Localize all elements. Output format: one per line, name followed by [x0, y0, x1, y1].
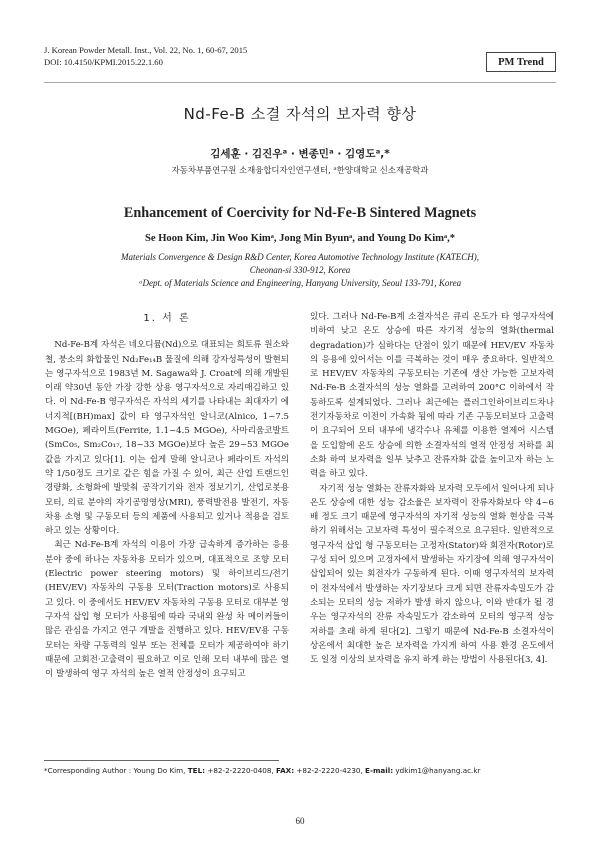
- footnote-tel: +82-2-2220-0408,: [205, 766, 277, 775]
- english-title: Enhancement of Coercivity for Nd-Fe-B Sintered Magnets: [123, 205, 477, 221]
- right-paragraph-2: 자기적 성능 열화는 잔류자화와 보자력 모두에서 일어나게 되나 온도 상승에 대한 성능 감소율은 보자력이 잔류자화보다 약 4~6배 정도 크기 때문에 영구자석의 자기적 성능의 열화 현상을 극복하기 위해서는 고보자력 특성이 필수적으로 요구된다. 일반적으로 영구자석 삽입 형 구동모터는 고정자(Stator)와 회전자(Rotor)로 구성 되어 있으며 고정자에서 발생하는 자기장에 의해 영구자석이 삽입되어 있는 회전자가 구동하게 된다. 이때 영구자석의 보자력이 전자석에서 발생하는 자기장보다 크게 되면 잔류자속밀도가 감소되는 모터의 성능 저하가 발생 하지 않으나, 이와 반대가 될 경우는 영구자석의 잔류 자속밀도가 감소하여 모터의 영구적 성능 저하를 초래 하게 된다[2]. 그렇기 때문에 Nd-Fe-B 소결자석이 상온에서 최대한 높은 보자력을 가지게 하여 사용 환경 온도에서도 일정 이상의 보자력을 유지 하게 하는 방법이 사용된다[3, 4].: [310, 483, 554, 666]
- page-number: 60: [295, 816, 305, 826]
- footnote-rule: [44, 760, 279, 761]
- journal-citation: [44, 44, 247, 68]
- section-heading: 1. 서 론: [143, 313, 191, 324]
- corresponding-author-footnote: [44, 766, 556, 775]
- english-affiliation: [0, 251, 600, 290]
- right-paragraph-1: 있다. 그러나 Nd-Fe-B계 소결자석은 큐리 온도가 타 영구자석에 비하여 낮고 온도 상승에 따른 자기적 성능의 열화(thermal degradation)가 심하다는 단점이 있기 때문에 HEV/EV 자동차의 응용에 있어서는 이를 극복하는 것이 매우 중요하다. 일반적으로 HEV/EV 자동차의 구동모터는 기존에 생산 가능한 고보자력 Nd-Fe-B 소결자석의 성능 열화를 고려하여 200°C 이하에서 작동하도록 설계되었다. 그러나 최근에는 플러그인하이브리드차나 전기자동차로 이전이 가속화 됨에 따라 기존 구동모터보다 고출력이 요구되어 모터 내부에 냉각수나 유체를 이용한 열제어 시스템을 도입함에 온도 상승에 의한 소결자석의 열적 안정성 저하를 최소화 하여 보자력을 일부 낮추고 잔류자화 값을 높이고자 하는 노력을 하고 있다.: [310, 312, 554, 480]
- left-paragraph-1: Nd-Fe-B계 자석은 네오디뮴(Nd)으로 대표되는 희토류 원소와 철, 붕소의 화합물인 Nd₂Fe₁₄B 물질에 의해 강자성특성이 발현되는 영구자석으로 1983년 M. Sagawa와 J. Croat에 의해 개발된 이래 약30년 동안 가장 강한 상용 영구자석으로 자리매김하고 있다. 이 Nd-Fe-B 영구자석은 자석의 세기를 나타내는 최대자기 에너지적[(BH)max] 값이 타 영구자석인 알니코(Alnico, 1~7.5 MGOe), 페라이트(Ferrite, 1.1~4.5 MGOe), 사마리움코발트(SmCo₅, Sm₂Co₁₇, 18~33 MGOe)보다 높은 29~53 MGOe 값을 가지고 있다[1]. 이는 쉽게 말해 알니코나 페라이트 자석의 약 1/50정도 크기로 같은 힘을 가질 수 있어, 최근 산업 트랜드인 경량화, 소형화에 발맞춰 공작기기와 전자 정보기기, 산업로봇용 모터, 의료 분야의 자기공명영상(MRI), 풍력발전용 발전기, 자동차용 소형 및 구동모터 등의 제품에 사용되고 있거나 적용을 검토하고 있는 상황이다.: [45, 340, 289, 537]
- footnote-fax: +82-2-2220-4230,: [294, 766, 366, 775]
- footnote-author: *Corresponding Author : Young Do Kim,: [44, 766, 188, 775]
- left-column: [45, 312, 289, 681]
- english-authors: Se Hoon Kim, Jin Woo Kimᵃ, Jong Min Byunᵃ, and Young Do Kimᵃ,*: [144, 233, 456, 244]
- korean-authors: 김세훈 · 김진우ᵃ · 변종민ᵃ · 김영도ᵃ,*: [210, 148, 390, 160]
- left-paragraph-2: 최근 Nd-Fe-B계 자석의 이용이 가장 급속하게 증가하는 응용분야 중에 하나는 자동차용 모터가 있으며, 대표적으로 조향 모터(Electric power steering motors) 및 하이브리드/전기(HEV/EV) 자동차의 구동용 모터(Traction motors)로 사용되고 있다. 이 중에서도 HEV/EV 자동차의 구동용 모터로 대부분 영구자석 삽입 형 모터가 사용됨에 따라 국내외 완성 차 메이커들이 많은 관심을 가지고 연구 개발을 진행하고 있다. HEV/EV용 구동모터는 차량 구동력의 일부 또는 전체를 모터가 제공하여야 하기 때문에 고회전·고출력이 필요하고 이로 인해 모터 내부에 많은 열이 발생하여 영구 자석의 높은 열적 안정성이 요구되고: [45, 540, 289, 680]
- affiliation-line-1: Materials Convergence & Design R&D Center, Korea Automotive Technology Institute (KATECH),: [121, 252, 479, 262]
- header-rule: [44, 82, 556, 83]
- doi-line: DOI: 10.4150/KPMI.2015.22.1.60: [44, 57, 163, 67]
- journal-line-1: J. Korean Powder Metall. Inst., Vol. 22, No. 1, 60-67, 2015: [44, 45, 248, 55]
- footnote-email: ydkim1@hanyang.ac.kr: [393, 766, 481, 775]
- footnote-fax-label: FAX:: [276, 766, 295, 775]
- affiliation-line-2: Cheonan-si 330-912, Korea: [249, 265, 351, 275]
- pm-trend-badge: PM Trend: [486, 52, 556, 72]
- korean-affiliation: 자동차부품연구원 소재융합디자인연구센터, ᵃ한양대학교 신소재공학과: [171, 165, 429, 175]
- affiliation-line-3: ᵃDept. of Materials Science and Engineering, Hanyang University, Seoul 133-791, Korea: [138, 278, 462, 288]
- footnote-email-label: E-mail:: [365, 766, 394, 775]
- korean-title: Nd-Fe-B 소결 자석의 보자력 향상: [183, 105, 417, 123]
- right-column: [310, 310, 554, 667]
- footnote-tel-label: TEL:: [187, 766, 206, 775]
